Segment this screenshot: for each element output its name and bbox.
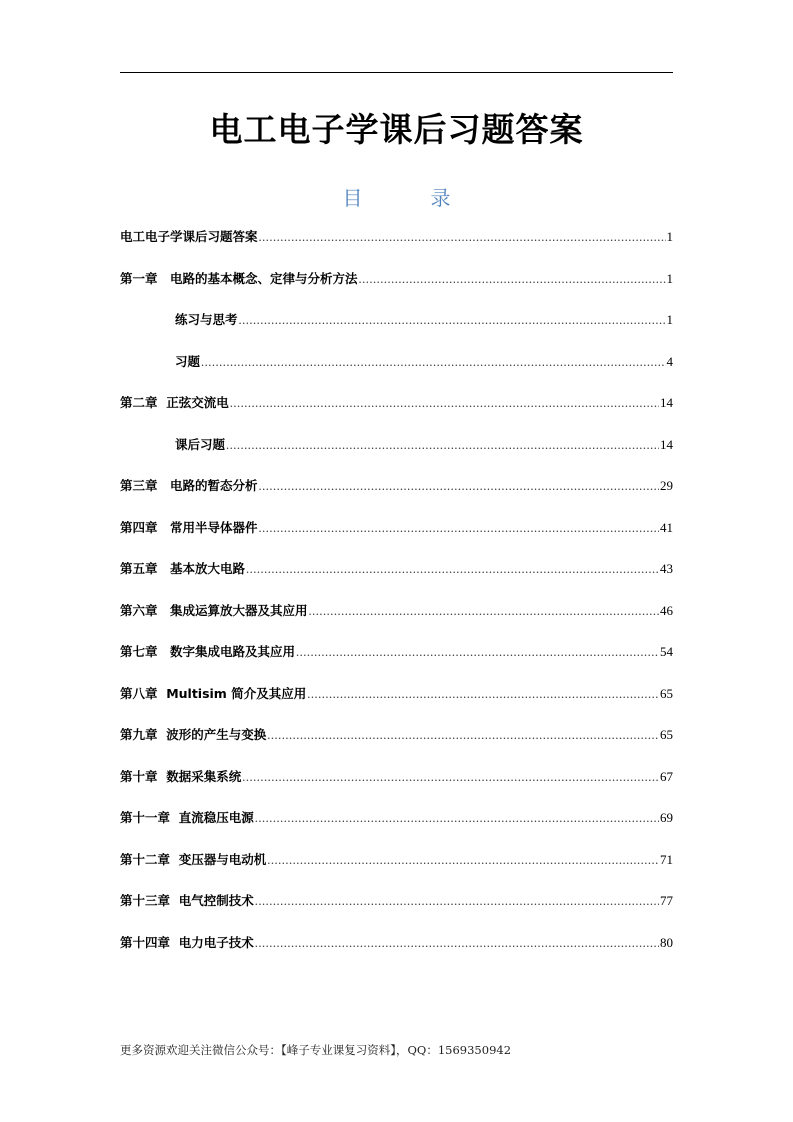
toc-entry-page: 67 — [660, 768, 673, 784]
toc-entry-page: 54 — [660, 644, 673, 659]
toc-entry[interactable] — [120, 518, 673, 560]
toc-leader-dots — [259, 521, 659, 536]
toc-entry[interactable] — [120, 393, 673, 435]
toc-leader-dots — [259, 479, 659, 494]
toc-entry[interactable] — [120, 684, 673, 726]
toc-leader-dots — [201, 355, 665, 370]
toc-heading — [0, 182, 793, 211]
toc-entry-page: 69 — [660, 810, 673, 825]
toc-entry-label: 第五章 基本放大电路 — [120, 561, 246, 576]
toc-entry-label: 课后习题 — [175, 436, 226, 452]
toc-leader-dots — [242, 770, 659, 785]
toc-leader-dots — [255, 936, 659, 951]
toc-entry-page: 71 — [660, 851, 673, 867]
toc-entry-label: 习题 — [175, 353, 201, 369]
toc-entry-page: 43 — [660, 561, 673, 576]
toc-entry[interactable] — [120, 476, 673, 518]
toc-entry[interactable] — [120, 642, 673, 684]
toc-entry-label: 第十四章 电力电子技术 — [120, 934, 254, 950]
toc-leader-dots — [267, 728, 659, 743]
toc-entry-label: 电工电子学课后习题答案 — [120, 229, 258, 244]
toc-leader-dots — [239, 313, 666, 328]
toc-leader-dots — [309, 604, 659, 619]
toc-entry[interactable] — [120, 933, 673, 975]
toc-leader-dots — [296, 645, 659, 660]
toc-heading-char: 目 — [342, 186, 363, 210]
toc-entry[interactable] — [120, 310, 673, 352]
header-rule — [120, 72, 673, 73]
toc-entry-label: 第十章 数据采集系统 — [120, 768, 242, 784]
toc-leader-dots — [307, 687, 659, 702]
toc-entry-label: 第九章 波形的产生与变换 — [120, 727, 267, 742]
toc-entry[interactable] — [120, 601, 673, 643]
toc-entry-page: 41 — [660, 519, 673, 535]
toc-leader-dots — [255, 894, 659, 909]
toc-entry[interactable] — [120, 808, 673, 850]
toc-leader-dots — [226, 438, 659, 453]
toc-entry[interactable] — [120, 269, 673, 311]
toc-entry-label: 第十一章 直流稳压电源 — [120, 810, 254, 825]
toc-entry-label: 第二章 正弦交流电 — [120, 395, 229, 410]
toc-leader-dots — [359, 272, 666, 287]
toc-entry-label: 第十三章 电气控制技术 — [120, 893, 254, 908]
toc-leader-dots — [267, 853, 659, 868]
toc-entry-page: 65 — [660, 685, 673, 701]
toc-entry-label: 第七章 数字集成电路及其应用 — [120, 644, 296, 659]
toc-entry[interactable] — [120, 352, 673, 394]
toc-leader-dots — [246, 562, 659, 577]
toc-heading-char: 录 — [430, 186, 451, 210]
document-title: 电工电子学课后习题答案 — [209, 110, 584, 149]
toc-entry-page: 1 — [666, 312, 673, 327]
toc-entry-label: 第六章 集成运算放大器及其应用 — [120, 602, 308, 618]
toc-leader-dots — [255, 811, 659, 826]
toc-entry-page: 29 — [660, 478, 673, 493]
toc-entry-label: 第一章 电路的基本概念、定律与分析方法 — [120, 270, 358, 286]
toc-entry-label: 第四章 常用半导体器件 — [120, 519, 258, 535]
toc-entry-label: 第三章 电路的暂态分析 — [120, 478, 258, 493]
footer-note: 更多资源欢迎关注微信公众号：【峰子专业课复习资料】，QQ：1569350942 — [120, 1043, 512, 1057]
toc-entry-page: 77 — [660, 893, 673, 908]
toc-entry-page: 4 — [666, 353, 673, 369]
table-of-contents — [120, 227, 673, 974]
toc-entry[interactable] — [120, 559, 673, 601]
toc-entry-page: 65 — [660, 727, 673, 742]
toc-entry[interactable] — [120, 891, 673, 933]
toc-leader-dots — [259, 230, 666, 245]
toc-entry-page: 1 — [666, 229, 673, 244]
toc-entry[interactable] — [120, 767, 673, 809]
toc-entry[interactable] — [120, 850, 673, 892]
toc-entry-page: 1 — [666, 270, 673, 286]
toc-entry-page: 14 — [660, 395, 673, 410]
toc-entry-label: 练习与思考 — [175, 312, 238, 327]
toc-entry[interactable] — [120, 725, 673, 767]
toc-leader-dots — [230, 396, 659, 411]
toc-entry-page: 46 — [660, 602, 673, 618]
toc-entry-label: 第十二章 变压器与电动机 — [120, 851, 267, 867]
toc-entry-page: 80 — [660, 934, 673, 950]
toc-entry-label: 第八章 Multisim 简介及其应用 — [120, 685, 307, 701]
toc-entry[interactable] — [120, 435, 673, 477]
toc-entry-page: 14 — [660, 436, 673, 452]
toc-entry[interactable] — [120, 227, 673, 269]
